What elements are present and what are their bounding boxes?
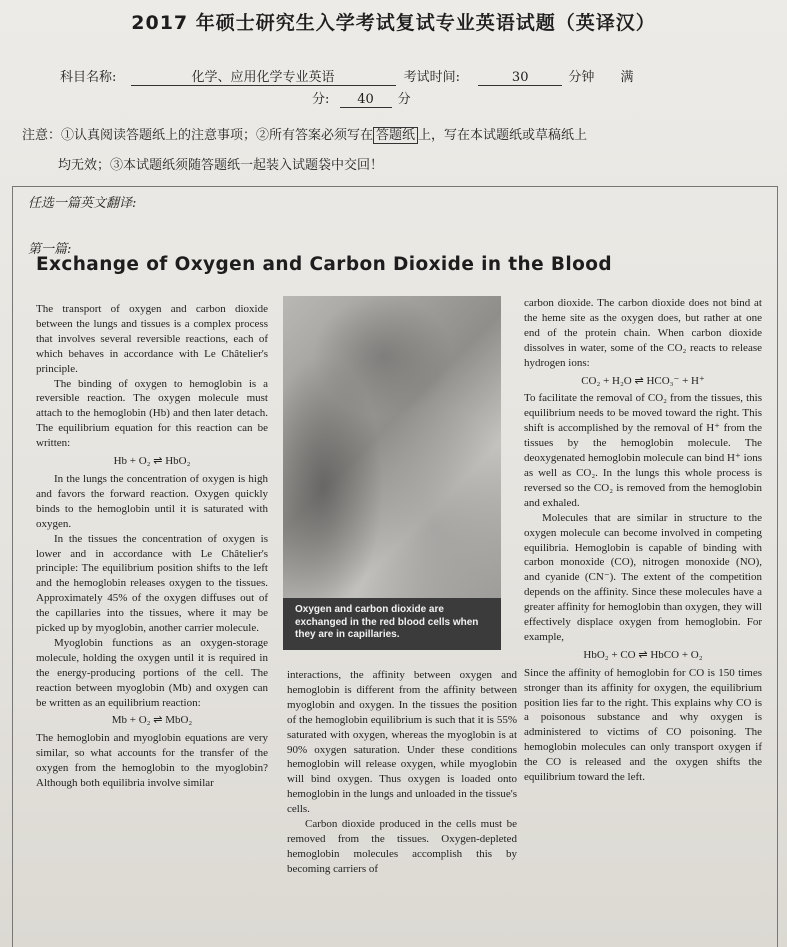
notice-text: 注意：①认真阅读答题纸上的注意事项；②所有答案必须写在 [22,128,374,143]
article-title: Exchange of Oxygen and Carbon Dioxide in the Blood [36,254,612,275]
paragraph: Since the affinity of hemoglobin for CO is 150 times stronger than its affinity for oxygen, the equilibrium position lies far to the right. This explains why CO is a poisonous substance and why oxygen is administered to victims of CO poisoning. The hemoglobin molecules can only transport oxygen if the CO is released and the oxygen shifts the equilibrium toward the left. [524,666,762,784]
paragraph: The binding of oxygen to hemoglobin is a reversible reaction. The oxygen molecule must attach to the hemoglobin (Hb) and then later detach. The equilibrium equation for this reaction can be written: [36,377,268,450]
equation: HbO₂ + CO ⇌ HbCO + O₂ [583,648,703,661]
time-unit: 分钟 [568,70,595,85]
instruction: 任选一篇英文翻译: [28,196,137,211]
paragraph: Carbon dioxide produced in the cells must be removed from the tissues. Oxygen-depleted hemoglobin molecules accomplish this by becoming carriers of [287,818,517,875]
paragraph: interactions, the affinity between oxygen and hemoglobin is different from the affinity between myoglobin and oxygen. In the tissues the position of the hemoglobin equilibrium is such that it is 55% saturated with oxygen, whereas the myoglobin is at 90% oxygen saturation. Under these conditions hemoglobin will release oxygen, while myoglobin will bind oxygen. Thus oxygen is loaded onto hemoglobin in the lungs and unloaded in the tissue's cells. [287,669,517,816]
red-blood-cells-photo [283,296,501,598]
article-column-3 [524,296,762,785]
paragraph: In the tissues the concentration of oxygen is lower and in accordance with Le Châtelier's principle: The equilibrium position shifts to the left and the hemoglobin releases oxygen to the tissues. Approximately 45% of the oxygen diffuses out of the capillaries into the tissues, where it may be picked up by myoglobin, another carrier molecule. [36,532,268,635]
score-row [312,88,411,108]
photo-caption: Oxygen and carbon dioxide are exchanged in the red blood cells when they are in capillaries. [283,598,501,650]
paragraph: carbon dioxide. The carbon dioxide does not bind at the heme site as the oxygen does, but rather at one end of the protein chain. When carbon dioxide dissolves in water, some of the CO₂ reacts to release hydrogen ions: [524,297,762,369]
subject-label: 科目名称: [60,70,117,85]
article-column-1 [36,302,268,791]
score-unit: 分 [397,92,411,107]
equation: Hb + O₂ ⇌ HbO₂ [113,455,191,468]
score-value: 40 [340,92,392,108]
notice-text-suffix: 上，写在本试题纸或草稿纸上 [418,128,588,143]
subject-value: 化学、应用化学专业英语 [131,66,396,86]
paragraph: To facilitate the removal of CO₂ from the tissues, this equilibrium needs to be moved toward the right. This shift is accomplished by the removal of H⁺ from the tissues by the hemoglobin molecule. The deoxygenated hemoglobin molecule can bind H⁺ ions as well as CO₂. In the lungs this whole process is reversed so the CO₂ is removed from the hemoglobin and exhaled. [524,392,762,509]
full-score-label: 满 [620,70,634,85]
paragraph: The hemoglobin and myoglobin equations are very similar, so what accounts for the transfer of the oxygen from the hemoglobin to the myoglobin? Although both equilibria involve similar [36,732,268,790]
notice-line-1 [22,124,587,143]
time-label: 考试时间: [403,70,461,85]
subject-row [60,66,634,86]
paragraph: Molecules that are similar in structure to the oxygen molecule can become involved in competing equilibria. Hemoglobin is capable of binding with carbon monoxide (CO), nitrogen monoxide (NO), and cyanide (CN⁻). The extent of the competition depends on the affinity. Since these molecules have a greater affinity for hemoglobin than oxygen, they will effectively displace oxygen from hemoglobin. For example, [524,511,762,643]
section-label: 第一篇: [28,242,72,257]
paragraph: In the lungs the concentration of oxygen is high and favors the forward reaction. Oxygen quickly binds to the hemoglobin until it is saturated with oxygen. [36,472,268,530]
answer-sheet-box: 答题纸 [373,127,418,144]
time-value: 30 [478,70,562,86]
equation: CO₂ + H₂O ⇌ HCO₃⁻ + H⁺ [581,374,705,387]
notice-line-2: 均无效；③本试题纸须随答题纸一起装入试题袋中交回！ [58,158,384,173]
exam-title: 2017 年硕士研究生入学考试复试专业英语试题（英译汉） [131,12,656,34]
paragraph: The transport of oxygen and carbon dioxide between the lungs and tissues is a complex process that involves several reversible reactions, each of which behaves in accordance with Le Châtelier's principle. [36,303,268,375]
score-label: 分: [312,92,330,107]
article-column-2 [287,668,517,877]
equation: Mb + O₂ ⇌ MbO₂ [111,714,193,727]
paragraph: Myoglobin functions as an oxygen-storage molecule, holding the oxygen until it is required in the energy-producing portions of the cell. The reaction between myoglobin (Mb) and oxygen can be written as an equilibrium reaction: [36,636,268,709]
